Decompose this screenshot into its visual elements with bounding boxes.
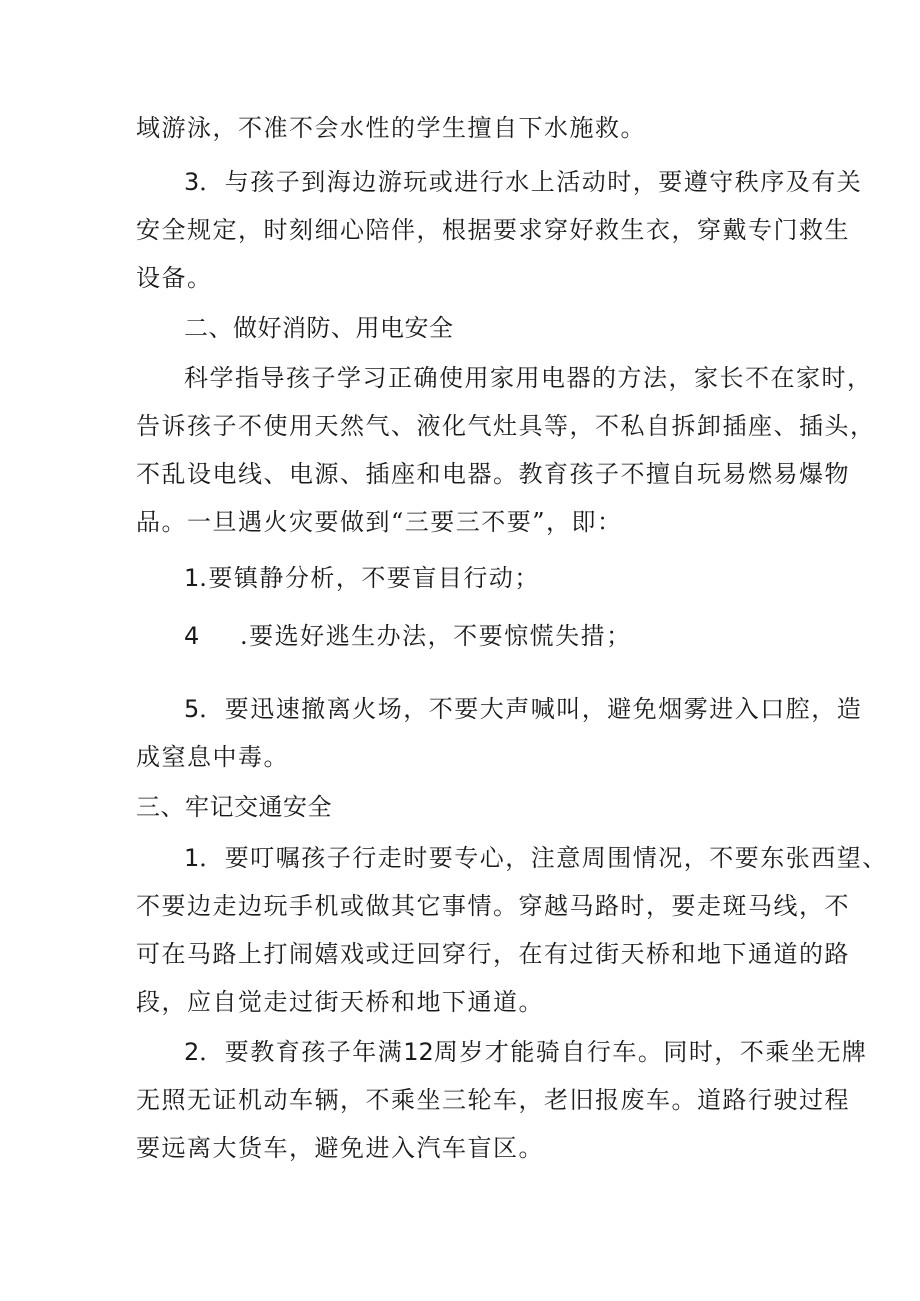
list-number: 2: [184, 1038, 200, 1066]
paragraph-line: 不乱设电线、电源、插座和电器。教育孩子不擅自玩易燃易爆物: [136, 460, 850, 488]
list-item-4-fire: 4 .要选好逃生办法，不要惊慌失措；: [184, 622, 632, 650]
age-number: 12: [403, 1038, 434, 1066]
paragraph-line: 科学指导孩子学习正确使用家用电器的方法，家长不在家时，: [184, 364, 873, 392]
list-item-1-fire: 1.要镇静分析，不要盲目行动；: [184, 564, 540, 592]
list-item-5-fire-line-1: 5．要迅速撤离火场，不要大声喊叫，避免烟雾进入口腔，造: [184, 695, 863, 723]
list-number: 3: [184, 168, 200, 196]
list-item-3-line-1: 3．与孩子到海边游玩或进行水上活动时，要遵守秩序及有关: [184, 168, 863, 196]
paragraph-line: 设备。: [136, 264, 213, 292]
paragraph-line: 安全规定，时刻细心陪伴，根据要求穿好救生衣，穿戴专门救生: [136, 216, 850, 244]
list-item-1-traffic-line-1: 1．要叮嘱孩子行走时要专心，注意周围情况，不要东张西望、: [184, 844, 888, 872]
paragraph-line: 段，应自觉走过街天桥和地下通道。: [136, 988, 544, 1016]
paragraph-line: 无照无证机动车辆，不乘坐三轮车，老旧报废车。道路行驶过程: [136, 1086, 850, 1114]
section-heading-traffic: 三、牢记交通安全: [136, 793, 332, 821]
list-number: 1: [184, 844, 200, 872]
list-number: 4: [184, 622, 200, 650]
paragraph-line: 可在马路上打闹嬉戏或迂回穿行，在有过街天桥和地下通道的路: [136, 940, 850, 968]
paragraph-line: 成窒息中毒。: [136, 743, 289, 771]
list-number: 5: [184, 695, 200, 723]
list-number: 1: [184, 564, 200, 592]
paragraph-line: 要远离大货车，避免进入汽车盲区。: [136, 1134, 544, 1162]
paragraph-line: 告诉孩子不使用天然气、液化气灶具等，不私自拆卸插座、插头，: [136, 412, 876, 440]
paragraph-line: 品。一旦遇火灾要做到“三要三不要”，即：: [136, 508, 623, 536]
paragraph-line: 不要边走边玩手机或做其它事情。穿越马路时，要走斑马线，不: [136, 892, 850, 920]
paragraph-line: 域游泳，不准不会水性的学生擅自下水施救。: [136, 114, 646, 142]
list-item-2-traffic-line-1: 2．要教育孩子年满12周岁才能骑自行车。同时，不乘坐无牌: [184, 1038, 868, 1066]
section-heading-fire-electric: 二、做好消防、用电安全: [184, 314, 454, 342]
